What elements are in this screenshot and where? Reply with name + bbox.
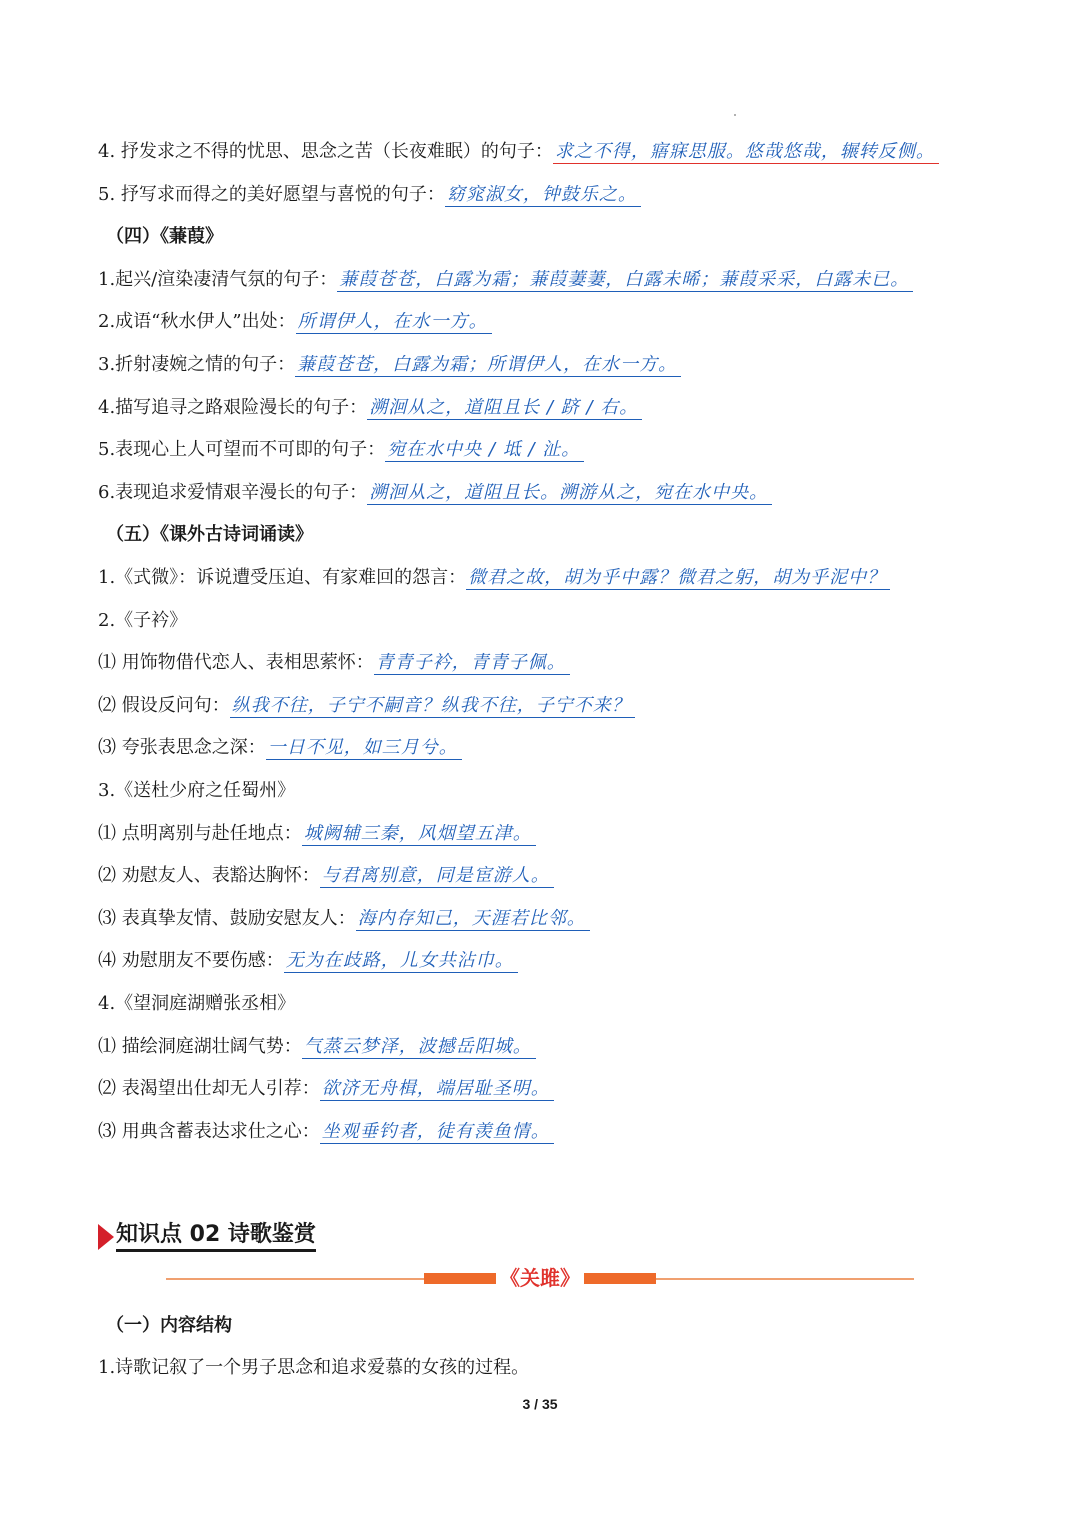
answer-text: 蒹葭苍苍，白露为霜；所谓伊人，在水一方。: [295, 354, 681, 377]
list-item: [98, 779, 295, 803]
knowledge-point-heading: [98, 1222, 316, 1252]
section-heading: （四）《蒹葭》: [106, 226, 223, 247]
answer-text: 溯洄从之，道阻且长。溯游从之，宛在水中央。: [367, 482, 772, 505]
stray-dot: [734, 114, 736, 116]
list-item: [98, 353, 681, 377]
answer-text: 蒹葭苍苍，白露为霜；蒹葭萋萋，白露未晞；蒹葭采采，白露未已。: [337, 269, 913, 292]
question-text: 3.折射凄婉之情的句子：: [98, 354, 296, 375]
answer-text: 欲济无舟楫，端居耻圣明。: [320, 1078, 554, 1101]
answer-text: 青青子衿，青青子佩。: [374, 652, 570, 675]
answer-text: 窈窕淑女，钟鼓乐之。: [445, 184, 641, 207]
answer-text: 气蒸云梦泽，波撼岳阳城。: [302, 1036, 536, 1059]
orange-bar-right: [584, 1273, 656, 1284]
question-text: ⑴ 点明离别与赴任地点：: [98, 823, 302, 844]
section-heading: （五）《课外古诗词诵读》: [106, 524, 313, 545]
question-text: ⑴ 描绘洞庭湖壮阔气势：: [98, 1036, 302, 1057]
question-text: 5.表现心上人可望而不可即的句子：: [98, 439, 386, 460]
page-number: 3 / 35: [522, 1396, 558, 1412]
answer-text: 无为在歧路，儿女共沾巾。: [284, 950, 518, 973]
list-item: [98, 481, 772, 505]
answer-text: 海内存知己，天涯若比邻。: [356, 908, 590, 931]
list-item: [98, 992, 295, 1016]
poem-title: 《关雎》: [500, 1266, 580, 1290]
answer-text: 城阙辅三秦，风烟望五津。: [302, 823, 536, 846]
list-item: [98, 1077, 554, 1101]
question-text: 2.《子衿》: [98, 610, 188, 631]
list-item: [98, 566, 890, 590]
answer-text: 纵我不往，子宁不嗣音？纵我不往，子宁不来？: [230, 695, 635, 718]
list-item: [98, 822, 536, 846]
question-text: 4. 抒发求之不得的忧思、思念之苦（长夜难眠）的句子：: [98, 141, 553, 162]
question-text: ⑶ 夸张表思念之深：: [98, 737, 266, 758]
list-item: [98, 1120, 554, 1144]
answer-text: 所谓伊人，在水一方。: [296, 311, 492, 334]
question-text: 5. 抒写求而得之的美好愿望与喜悦的句子：: [98, 184, 445, 205]
poem-title-bar: [166, 1264, 914, 1294]
question-text: ⑵ 劝慰友人、表豁达胸怀：: [98, 865, 320, 886]
question-text: 6.表现追求爱情艰辛漫长的句子：: [98, 482, 368, 503]
question-text: ⑵ 表渴望出仕却无人引荐：: [98, 1078, 320, 1099]
question-text: ⑶ 表真挚友情、鼓励安慰友人：: [98, 908, 356, 929]
list-item: [98, 1035, 536, 1059]
divider-line-right: [656, 1278, 914, 1280]
answer-text: 坐观垂钓者，徒有羡鱼情。: [320, 1121, 554, 1144]
list-item: [98, 396, 642, 420]
knowledge-point-title: 知识点 02 诗歌鉴赏: [116, 1222, 316, 1252]
question-text: ⑴ 用饰物借代恋人、表相思萦怀：: [98, 652, 374, 673]
question-text: 1.起兴/渲染凄清气氛的句子：: [98, 269, 338, 290]
question-text: 4.《望洞庭湖赠张丞相》: [98, 993, 296, 1014]
red-arrow-icon: [98, 1224, 114, 1250]
list-item: [98, 949, 518, 973]
answer-text: 宛在水中央 / 坻 / 沚。: [385, 439, 584, 462]
question-text: ⑶ 用典含蓄表达求仕之心：: [98, 1121, 320, 1142]
list-item: [98, 651, 570, 675]
list-item: [98, 183, 641, 207]
answer-text: 与君离别意，同是宦游人。: [320, 865, 554, 888]
divider-line-left: [166, 1278, 424, 1280]
list-item: [98, 438, 584, 462]
list-item: [98, 864, 554, 888]
list-item: [98, 140, 939, 164]
question-text: ⑵ 假设反问句：: [98, 695, 230, 716]
orange-bar-left: [424, 1273, 496, 1284]
section-heading: （一）内容结构: [106, 1315, 232, 1336]
answer-text: 一日不见，如三月兮。: [266, 737, 462, 760]
list-item: [98, 694, 635, 718]
question-text: ⑷ 劝慰朋友不要伤感：: [98, 950, 284, 971]
question-text: 2.成语“秋水伊人”出处：: [98, 311, 296, 332]
answer-text: 求之不得，寤寐思服。悠哉悠哉，辗转反侧。: [553, 141, 939, 164]
question-text: 3.《送杜少府之任蜀州》: [98, 780, 296, 801]
list-item: [98, 736, 462, 760]
content-line: 1.诗歌记叙了一个男子思念和追求爱慕的女孩的过程。: [98, 1357, 530, 1378]
list-item: [98, 310, 492, 334]
list-item: [98, 609, 187, 633]
list-item: [98, 907, 590, 931]
list-item: [98, 268, 913, 292]
answer-text: 溯洄从之，道阻且长 / 跻 / 右。: [367, 397, 642, 420]
answer-text: 微君之故，胡为乎中露？微君之躬，胡为乎泥中？: [466, 567, 890, 590]
question-text: 1.《式微》：诉说遭受压迫、有家难回的怨言：: [98, 567, 467, 588]
question-text: 4.描写追寻之路艰险漫长的句子：: [98, 397, 368, 418]
